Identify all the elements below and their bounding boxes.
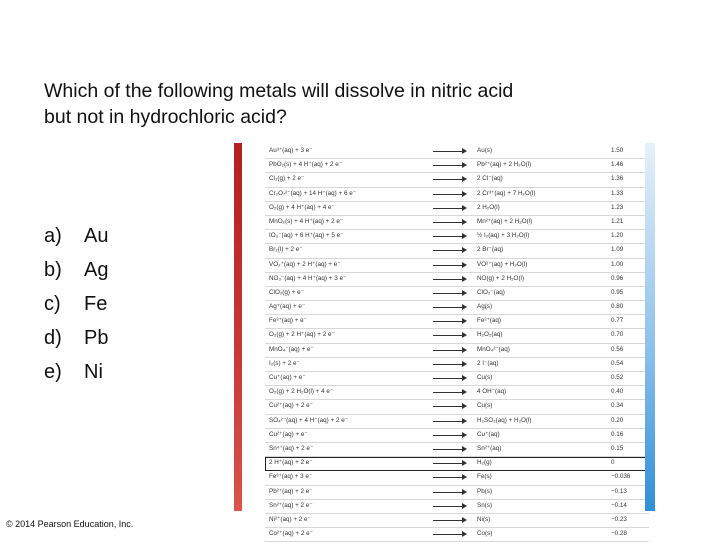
reaction-arrow-icon — [433, 358, 469, 370]
half-reaction-reactants: MnO₄⁻(aq) + e⁻ — [269, 345, 314, 353]
reaction-arrow-icon — [433, 301, 469, 313]
reaction-arrow-icon — [433, 486, 469, 498]
table-row — [265, 415, 649, 429]
standard-potential-value: 1.00 — [611, 260, 624, 268]
option-text: Au — [84, 224, 109, 247]
reaction-arrow-icon — [433, 329, 469, 341]
standard-potential-value: 0 — [611, 459, 615, 467]
standard-potential-value: 0.80 — [611, 303, 624, 311]
half-reaction-products: ½ I₂(aq) + 3 H₂O(l) — [477, 232, 530, 240]
half-reaction-reactants: O₂(g) + 4 H⁺(aq) + 4 e⁻ — [269, 203, 335, 211]
standard-potential-value: 1.23 — [611, 203, 624, 211]
answer-options — [44, 219, 108, 389]
standard-potential-value: 0.77 — [611, 317, 624, 325]
table-row — [265, 443, 649, 457]
standard-potential-value: 0.95 — [611, 288, 624, 296]
half-reaction-reactants: PbO₂(s) + 4 H⁺(aq) + 2 e⁻ — [269, 161, 343, 169]
reaction-arrow-icon — [433, 500, 469, 512]
table-row — [265, 500, 649, 514]
reaction-arrow-icon — [433, 159, 469, 171]
option-b — [44, 253, 108, 287]
reducing-strength-bar — [645, 143, 655, 511]
reaction-arrow-icon — [433, 188, 469, 200]
reaction-arrow-icon — [433, 443, 469, 455]
table-row — [265, 159, 649, 173]
option-letter: a) — [44, 224, 62, 247]
half-reaction-reactants: Pb²⁺(aq) + 2 e⁻ — [269, 487, 313, 495]
half-reaction-reactants: IO₃⁻(aq) + 6 H⁺(aq) + 5 e⁻ — [269, 232, 344, 240]
half-reaction-reactants: Co²⁺(aq) + 2 e⁻ — [269, 530, 313, 538]
half-reaction-reactants: NO₃⁻(aq) + 4 H⁺(aq) + 3 e⁻ — [269, 274, 347, 282]
standard-potential-value: 0.34 — [611, 402, 624, 410]
standard-potential-value: −0.28 — [611, 530, 627, 538]
standard-potential-value: 0.96 — [611, 274, 624, 282]
half-reaction-products: H₂SO₃(aq) + H₂O(l) — [477, 416, 532, 424]
standard-potential-value: 1.21 — [611, 217, 624, 225]
option-letter: c) — [44, 292, 61, 315]
standard-potential-value: −0.036 — [611, 473, 631, 481]
option-letter: b) — [44, 258, 62, 281]
question-text — [44, 78, 694, 130]
half-reaction-reactants: Ni²⁺(aq) + 2 e⁻ — [269, 515, 311, 523]
half-reaction-reactants: VO₂⁺(aq) + 2 H⁺(aq) + e⁻ — [269, 260, 341, 268]
reaction-arrow-icon — [433, 471, 469, 483]
standard-potential-value: 1.09 — [611, 246, 624, 254]
standard-potential-value: 0.15 — [611, 444, 624, 452]
standard-potential-value: −0.13 — [611, 487, 627, 495]
half-reaction-products: Cu(s) — [477, 402, 493, 410]
question-line-1: Which of the following metals will dissolve in nitric acid — [44, 80, 514, 102]
standard-potential-value: 1.36 — [611, 175, 624, 183]
table-row — [265, 202, 649, 216]
half-reaction-products: 2 Cl⁻(aq) — [477, 175, 503, 183]
table-row — [265, 145, 649, 159]
half-reaction-products: H₂O₂(aq) — [477, 331, 503, 339]
half-reaction-products: 2 Br⁻(aq) — [477, 246, 504, 254]
standard-potential-value: 0.70 — [611, 331, 624, 339]
reaction-arrow-icon — [433, 514, 469, 526]
reduction-potential-table — [234, 143, 655, 538]
reaction-arrow-icon — [433, 259, 469, 271]
half-reaction-reactants: Ag⁺(aq) + e⁻ — [269, 303, 306, 311]
half-reaction-products: Co(s) — [477, 530, 493, 538]
half-reaction-products: Au(s) — [477, 147, 493, 154]
half-reaction-products: Fe²⁺(aq) — [477, 317, 501, 325]
table-row — [265, 400, 649, 414]
option-c — [44, 287, 108, 321]
half-reaction-products: 2 Cr³⁺(aq) + 7 H₂O(l) — [477, 189, 536, 197]
table-row — [265, 244, 649, 258]
standard-potential-value: 0.16 — [611, 430, 624, 438]
table-row — [265, 358, 649, 372]
standard-potential-value: 1.33 — [611, 189, 624, 197]
half-reaction-products: VO²⁺(aq) + H₂O(l) — [477, 260, 528, 268]
standard-potential-value: 1.46 — [611, 161, 624, 169]
table-row-highlighted — [265, 457, 649, 471]
half-reaction-reactants: ClO₂(g) + e⁻ — [269, 288, 304, 296]
reaction-arrow-icon — [433, 230, 469, 242]
half-reaction-reactants: Cu⁺(aq) + e⁻ — [269, 374, 306, 381]
table-row — [265, 372, 649, 386]
standard-potential-value: −0.14 — [611, 501, 627, 509]
half-reaction-products: ClO₂⁻(aq) — [477, 288, 505, 296]
half-reaction-products: NO(g) + 2 H₂O(l) — [477, 274, 525, 282]
half-reaction-products: 2 H₂O(l) — [477, 203, 500, 211]
half-reaction-reactants: Fe³⁺(aq) + e⁻ — [269, 317, 307, 325]
half-reaction-reactants: Sn²⁺(aq) + 2 e⁻ — [269, 501, 313, 509]
half-reaction-reactants: I₂(s) + 2 e⁻ — [269, 359, 300, 367]
option-text: Fe — [84, 292, 108, 315]
half-reaction-reactants: Cu²⁺(aq) + e⁻ — [269, 430, 308, 438]
reaction-arrow-icon — [433, 216, 469, 228]
half-reaction-products: Sn²⁺(aq) — [477, 444, 502, 452]
table-row — [265, 344, 649, 358]
copyright-text: © 2014 Pearson Education, Inc. — [6, 519, 134, 529]
reaction-arrow-icon — [433, 344, 469, 356]
half-reaction-reactants: 2 H⁺(aq) + 2 e⁻ — [269, 459, 313, 467]
option-text: Ni — [84, 360, 103, 383]
table-row — [265, 287, 649, 301]
table-row — [265, 514, 649, 528]
reaction-arrow-icon — [433, 415, 469, 427]
standard-potential-value: 0.40 — [611, 388, 624, 396]
table-row — [265, 273, 649, 287]
oxidizing-strength-bar — [234, 143, 242, 511]
half-reaction-reactants: Br₂(l) + 2 e⁻ — [269, 246, 303, 254]
reaction-arrow-icon — [433, 273, 469, 285]
half-reaction-reactants: Sn⁴⁺(aq) + 2 e⁻ — [269, 444, 314, 452]
half-reaction-reactants: Cu²⁺(aq) + 2 e⁻ — [269, 402, 313, 410]
reaction-arrow-icon — [433, 457, 469, 469]
half-reaction-products: Cu⁺(aq) — [477, 430, 500, 438]
half-reaction-products: Pb(s) — [477, 487, 493, 495]
table-rows — [265, 145, 649, 542]
table-row — [265, 188, 649, 202]
reaction-arrow-icon — [433, 528, 469, 540]
half-reaction-reactants: SO₄²⁻(aq) + 4 H⁺(aq) + 2 e⁻ — [269, 416, 349, 424]
option-text: Pb — [84, 326, 109, 349]
option-a — [44, 219, 108, 253]
reaction-arrow-icon — [433, 244, 469, 256]
half-reaction-products: Fe(s) — [477, 473, 492, 481]
half-reaction-products: Ag(s) — [477, 303, 493, 311]
option-letter: d) — [44, 326, 62, 349]
half-reaction-reactants: O₂(g) + 2 H₂O(l) + 4 e⁻ — [269, 388, 334, 396]
half-reaction-products: 4 OH⁻(aq) — [477, 388, 507, 396]
half-reaction-products: H₂(g) — [477, 459, 492, 467]
table-row — [265, 230, 649, 244]
reaction-arrow-icon — [433, 400, 469, 412]
reaction-arrow-icon — [433, 315, 469, 327]
table-row — [265, 471, 649, 485]
option-text: Ag — [84, 258, 109, 281]
half-reaction-products: MnO₄²⁻(aq) — [477, 345, 510, 353]
half-reaction-products: Cu(s) — [477, 374, 493, 381]
half-reaction-reactants: MnO₂(s) + 4 H⁺(aq) + 2 e⁻ — [269, 217, 344, 225]
half-reaction-products: Mn²⁺(aq) + 2 H₂O(l) — [477, 217, 533, 225]
reaction-arrow-icon — [433, 287, 469, 299]
reaction-arrow-icon — [433, 202, 469, 214]
standard-potential-value: 1.50 — [611, 147, 624, 154]
question-line-2: but not in hydrochloric acid? — [44, 106, 287, 128]
standard-potential-value: 1.20 — [611, 232, 624, 240]
half-reaction-reactants: O₂(g) + 2 H⁺(aq) + 2 e⁻ — [269, 331, 335, 339]
table-row — [265, 315, 649, 329]
table-row — [265, 173, 649, 187]
table-row — [265, 486, 649, 500]
reaction-arrow-icon — [433, 386, 469, 398]
option-letter: e) — [44, 360, 62, 383]
half-reaction-reactants: Cr₂O₇²⁻(aq) + 14 H⁺(aq) + 6 e⁻ — [269, 189, 357, 197]
standard-potential-value: 0.52 — [611, 374, 624, 381]
standard-potential-value: 0.20 — [611, 416, 624, 424]
table-row — [265, 329, 649, 343]
reaction-arrow-icon — [433, 429, 469, 441]
table-row — [265, 301, 649, 315]
half-reaction-reactants: Au³⁺(aq) + 3 e⁻ — [269, 147, 313, 154]
half-reaction-products: Pb²⁺(aq) + 2 H₂O(l) — [477, 161, 532, 169]
half-reaction-products: 2 I⁻(aq) — [477, 359, 499, 367]
half-reaction-products: Sn(s) — [477, 501, 493, 509]
table-row — [265, 429, 649, 443]
reaction-arrow-icon — [433, 173, 469, 185]
standard-potential-value: 0.56 — [611, 345, 624, 353]
table-row — [265, 216, 649, 230]
standard-potential-value: 0.54 — [611, 359, 624, 367]
half-reaction-products: Ni(s) — [477, 515, 491, 523]
option-e — [44, 355, 108, 389]
option-d — [44, 321, 108, 355]
half-reaction-reactants: Cl₂(g) + 2 e⁻ — [269, 175, 305, 183]
reaction-arrow-icon — [433, 145, 469, 157]
table-row — [265, 386, 649, 400]
table-row — [265, 259, 649, 273]
standard-potential-value: −0.23 — [611, 515, 627, 523]
half-reaction-reactants: Fe³⁺(aq) + 3 e⁻ — [269, 473, 313, 481]
reaction-arrow-icon — [433, 372, 469, 384]
